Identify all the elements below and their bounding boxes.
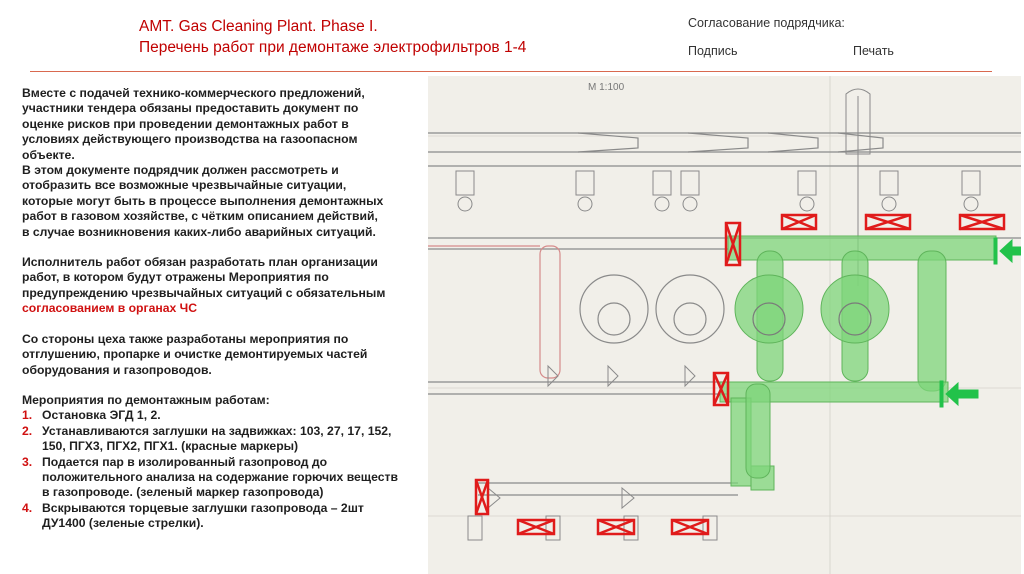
pipeline-schematic [428, 76, 1021, 574]
para-2 [22, 255, 424, 317]
title-line-2: Перечень работ при демонтаже электрофильтров 1-4 [139, 39, 527, 56]
para-1-line: объекте. [22, 147, 75, 162]
title-line-1: AMT. Gas Cleaning Plant. Phase I. [139, 18, 378, 35]
measures-list [22, 408, 424, 531]
contractor-approval [688, 16, 894, 58]
list-item [22, 501, 424, 532]
list-line: в газопроводе. (зеленый маркер газопровода) [42, 485, 324, 500]
list-item [22, 455, 424, 501]
list-number: 1. [22, 408, 33, 423]
list-line: Вскрываются торцевые заглушки газопровода – 2шт [42, 500, 364, 515]
para-2-line: работ, в котором будут отражены Мероприятия по [22, 270, 329, 285]
signature-label: Подпись [688, 44, 738, 58]
list-line: Устанавливаются заглушки на задвижках: 103, 27, 17, 152, [42, 423, 392, 438]
list-line: ДУ1400 (зеленые стрелки). [42, 516, 204, 531]
list-line: Остановка ЭГД 1, 2. [42, 408, 161, 423]
para-3-line: Со стороны цеха также разработаны мероприятия по [22, 331, 349, 346]
slide-title [139, 16, 526, 58]
para-1-line: участники тендера обязаны предоставить документ по [22, 101, 359, 116]
list-number: 2. [22, 423, 33, 438]
para-1-line: отобразить все возможные чрезвычайные ситуации, [22, 178, 347, 193]
para-3-line: отглушению, пропарке и очистке демонтируемых частей [22, 347, 368, 362]
list-item [22, 424, 424, 455]
list-title: Мероприятия по демонтажным работам: [22, 392, 270, 407]
para-1-line: условиях действующего производства на газоопасном [22, 132, 358, 147]
para-1-line: В этом документе подрядчик должен рассмотреть и [22, 163, 339, 178]
para-1-line: оценке рисков при проведении демонтажных работ в [22, 116, 349, 131]
para-1-line: которые могут быть в процессе выполнения демонтажных [22, 193, 384, 208]
para-1-line: в случае возникновения каких-либо аварийных ситуаций. [22, 224, 376, 239]
body-text [22, 86, 424, 532]
para-3 [22, 332, 424, 378]
para-1-line: работ в газовом хозяйстве, с чётким описанием действий, [22, 209, 378, 224]
list-line: 150, ПГХ3, ПГХ2, ПГХ1. (красные маркеры) [42, 439, 299, 454]
para-2-line: Исполнитель работ обязан разработать план организации [22, 255, 378, 270]
list-number: 3. [22, 454, 33, 469]
list-line: положительного анализа на содержание горючих веществ [42, 469, 398, 484]
para-1 [22, 86, 424, 240]
approval-label: Согласование подрядчика: [688, 16, 845, 30]
stamp-label: Печать [853, 44, 894, 58]
list-number: 4. [22, 500, 33, 515]
emergency-approval-highlight: согласованием в органах ЧС [22, 301, 198, 316]
para-2-line: предупреждению чрезвычайных ситуаций с обязательным [22, 285, 386, 300]
list-item [22, 408, 424, 423]
para-1-line: Вместе с подачей технико-коммерческого предложений, [22, 86, 365, 100]
scale-label: М 1:100 [588, 82, 625, 93]
para-3-line: оборудования и газопроводов. [22, 362, 212, 377]
list-line: Подается пар в изолированный газопровод до [42, 454, 328, 469]
header-divider [30, 71, 992, 72]
